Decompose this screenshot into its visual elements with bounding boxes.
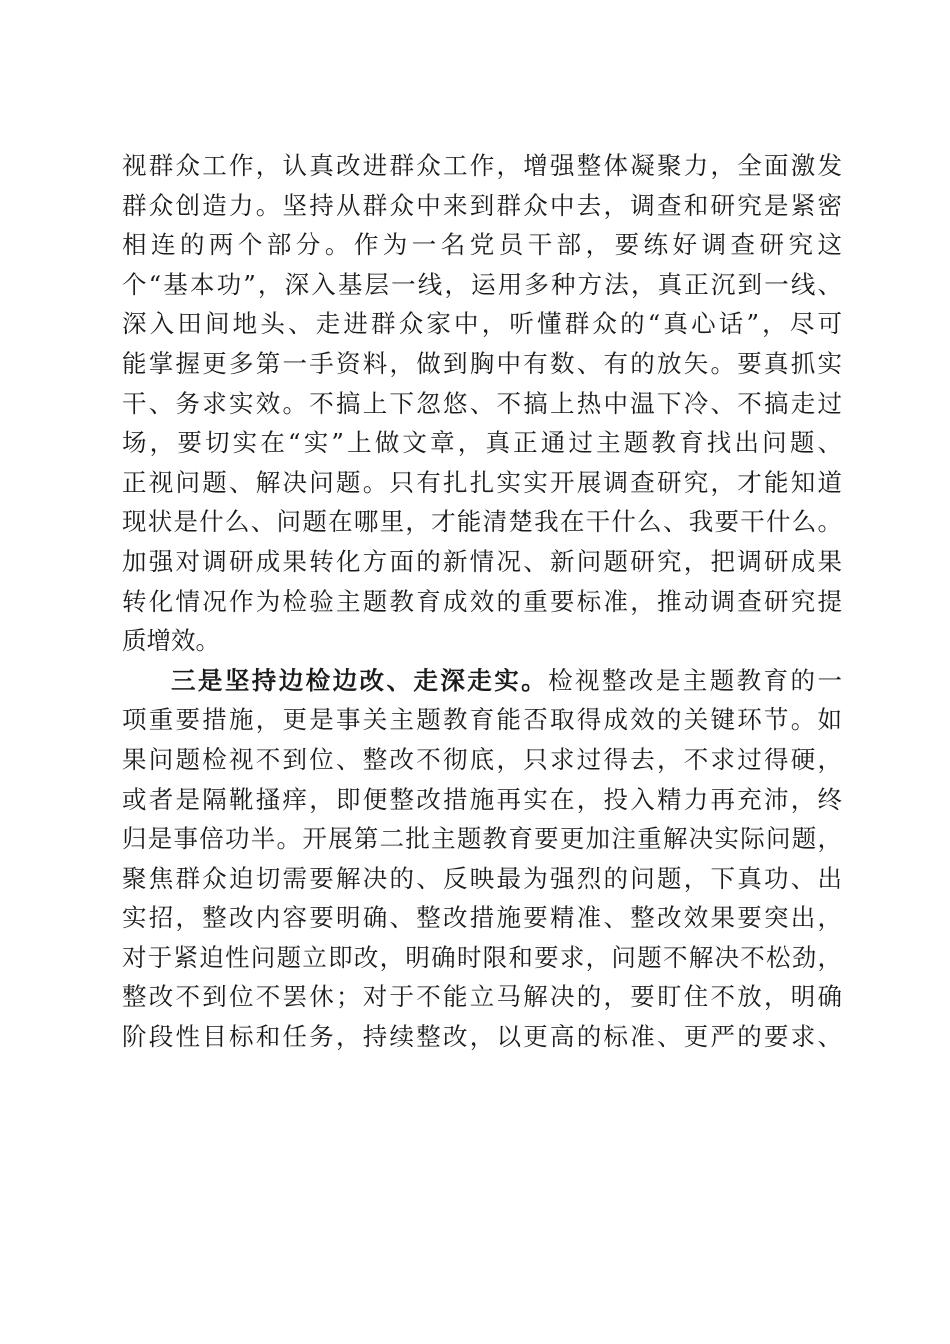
text-line: 相连的两个部分。作为一名党员干部，要练好调查研究这: [122, 230, 842, 260]
text-line: 能掌握更多第一手资料，做到胸中有数、有的放矢。要真抓实: [122, 348, 842, 378]
document-body: [122, 146, 842, 1057]
text-line: 视群众工作，认真改进群众工作，增强整体凝聚力，全面激发: [122, 151, 842, 180]
text-line: 深入田间地头、走进群众家中，听懂群众的“真心话”，尽可: [122, 309, 842, 339]
paragraph-first-line: [122, 661, 842, 701]
text-line: 或者是隔靴搔痒，即便整改措施再实在，投入精力再充沛，终: [122, 784, 842, 814]
text-line: 场，要切实在“实”上做文章，真正通过主题教育找出问题、: [122, 428, 842, 458]
text-line: 整改不到位不罢休；对于不能立马解决的，要盯住不放，明确: [122, 982, 842, 1012]
text-line: 果问题检视不到位、整改不彻底，只求过得去，不求过得硬，: [122, 744, 842, 774]
text-line: 干、务求实效。不搞上下忽悠、不搞上热中温下冷、不搞走过: [122, 388, 842, 418]
text-line: 群众创造力。坚持从群众中来到群众中去，调查和研究是紧密: [122, 190, 842, 220]
text-line: 加强对调研成果转化方面的新情况、新问题研究，把调研成果: [122, 546, 842, 576]
text-line: 项重要措施，更是事关主题教育能否取得成效的关键环节。如: [122, 705, 842, 735]
text-line: 聚焦群众迫切需要解决的、反映最为强烈的问题，下真功、出: [122, 863, 842, 893]
text-line: 阶段性目标和任务，持续整改，以更高的标准、更严的要求、: [122, 1022, 842, 1052]
text-line: 转化情况作为检验主题教育成效的重要标准，推动调查研究提: [122, 586, 842, 616]
text-line-rest: 检视整改是主题教育的一: [548, 665, 842, 695]
text-line: 实招，整改内容要明确、整改措施要精准、整改效果要突出，: [122, 903, 842, 933]
text-line: 归是事倍功半。开展第二批主题教育要更加注重解决实际问题，: [122, 824, 842, 854]
text-line: 正视问题、解决问题。只有扎扎实实开展调查研究，才能知道: [122, 467, 842, 497]
text-line: 个“基本功”，深入基层一线，运用多种方法，真正沉到一线、: [122, 269, 842, 299]
text-line: 现状是什么、问题在哪里，才能清楚我在干什么、我要干什么。: [122, 507, 842, 537]
text-line: 对于紧迫性问题立即改，明确时限和要求，问题不解决不松劲，: [122, 942, 842, 972]
section-lead-heading: 三是坚持边检边改、走深走实。: [171, 665, 549, 695]
text-line: 质增效。: [122, 626, 220, 656]
